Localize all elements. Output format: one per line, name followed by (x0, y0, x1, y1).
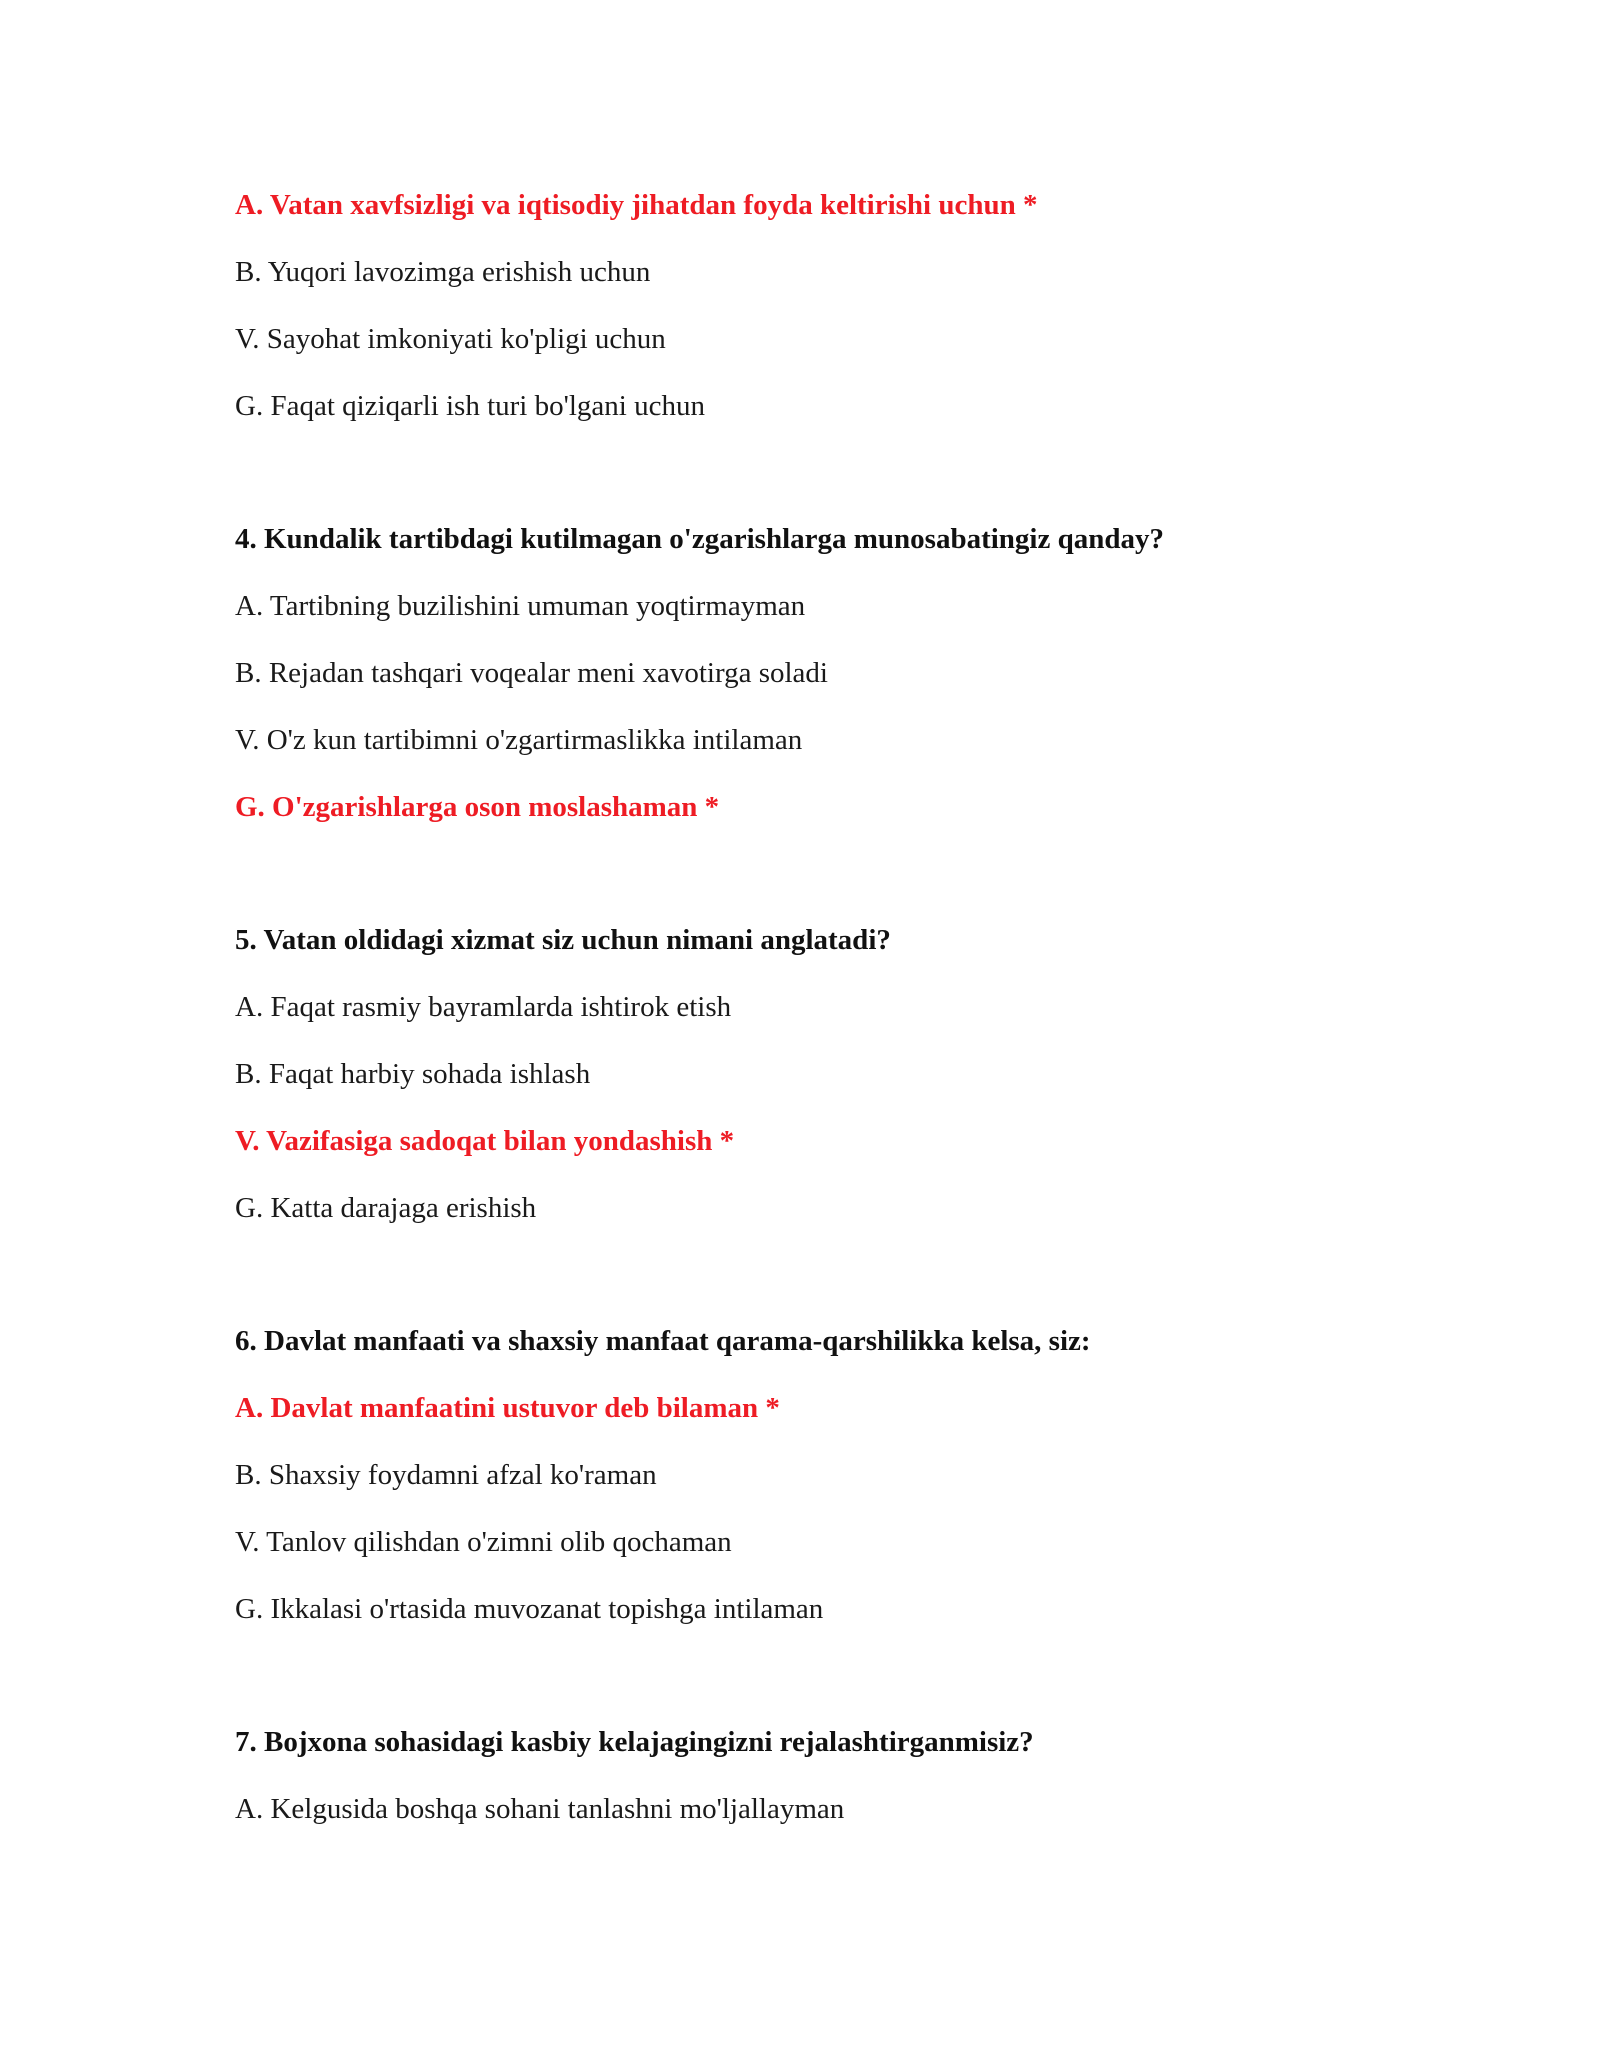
question-heading: 5. Vatan oldidagi xizmat siz uchun nimani anglatadi? (235, 924, 891, 956)
answer-option: G. Katta darajaga erishish (235, 1192, 537, 1224)
answer-option: A. Kelgusida boshqa sohani tanlashni mo'ljallayman (235, 1793, 845, 1825)
answer-option: V. Sayohat imkoniyati ko'pligi uchun (235, 323, 666, 355)
answer-option-correct: G. O'zgarishlarga oson moslashaman * (235, 791, 720, 823)
answer-option-correct: A. Davlat manfaatini ustuvor deb bilaman * (235, 1392, 780, 1424)
answer-option: G. Faqat qiziqarli ish turi bo'lgani uchun (235, 390, 705, 422)
answer-option: A. Faqat rasmiy bayramlarda ishtirok etish (235, 991, 732, 1023)
answer-option: V. Tanlov qilishdan o'zimni olib qochaman (235, 1526, 732, 1558)
answer-option: B. Rejadan tashqari voqealar meni xavotirga soladi (235, 657, 828, 689)
answer-option: B. Yuqori lavozimga erishish uchun (235, 256, 651, 288)
answer-option-correct: V. Vazifasiga sadoqat bilan yondashish * (235, 1125, 735, 1157)
answer-option: A. Tartibning buzilishini umuman yoqtirmayman (235, 590, 806, 622)
answer-option: G. Ikkalasi o'rtasida muvozanat topishga intilaman (235, 1593, 824, 1625)
answer-option-correct: A. Vatan xavfsizligi va iqtisodiy jihatdan foyda keltirishi uchun * (235, 189, 1038, 221)
question-heading: 4. Kundalik tartibdagi kutilmagan o'zgarishlarga munosabatingiz qanday? (235, 523, 1164, 555)
question-heading: 7. Bojxona sohasidagi kasbiy kelajagingizni rejalashtirganmisiz? (235, 1726, 1034, 1758)
question-heading: 6. Davlat manfaati va shaxsiy manfaat qarama-qarshilikka kelsa, siz: (235, 1325, 1091, 1357)
answer-option: V. O'z kun tartibimni o'zgartirmaslikka intilaman (235, 724, 803, 756)
answer-option: B. Shaxsiy foydamni afzal ko'raman (235, 1459, 657, 1491)
answer-option: B. Faqat harbiy sohada ishlash (235, 1058, 591, 1090)
